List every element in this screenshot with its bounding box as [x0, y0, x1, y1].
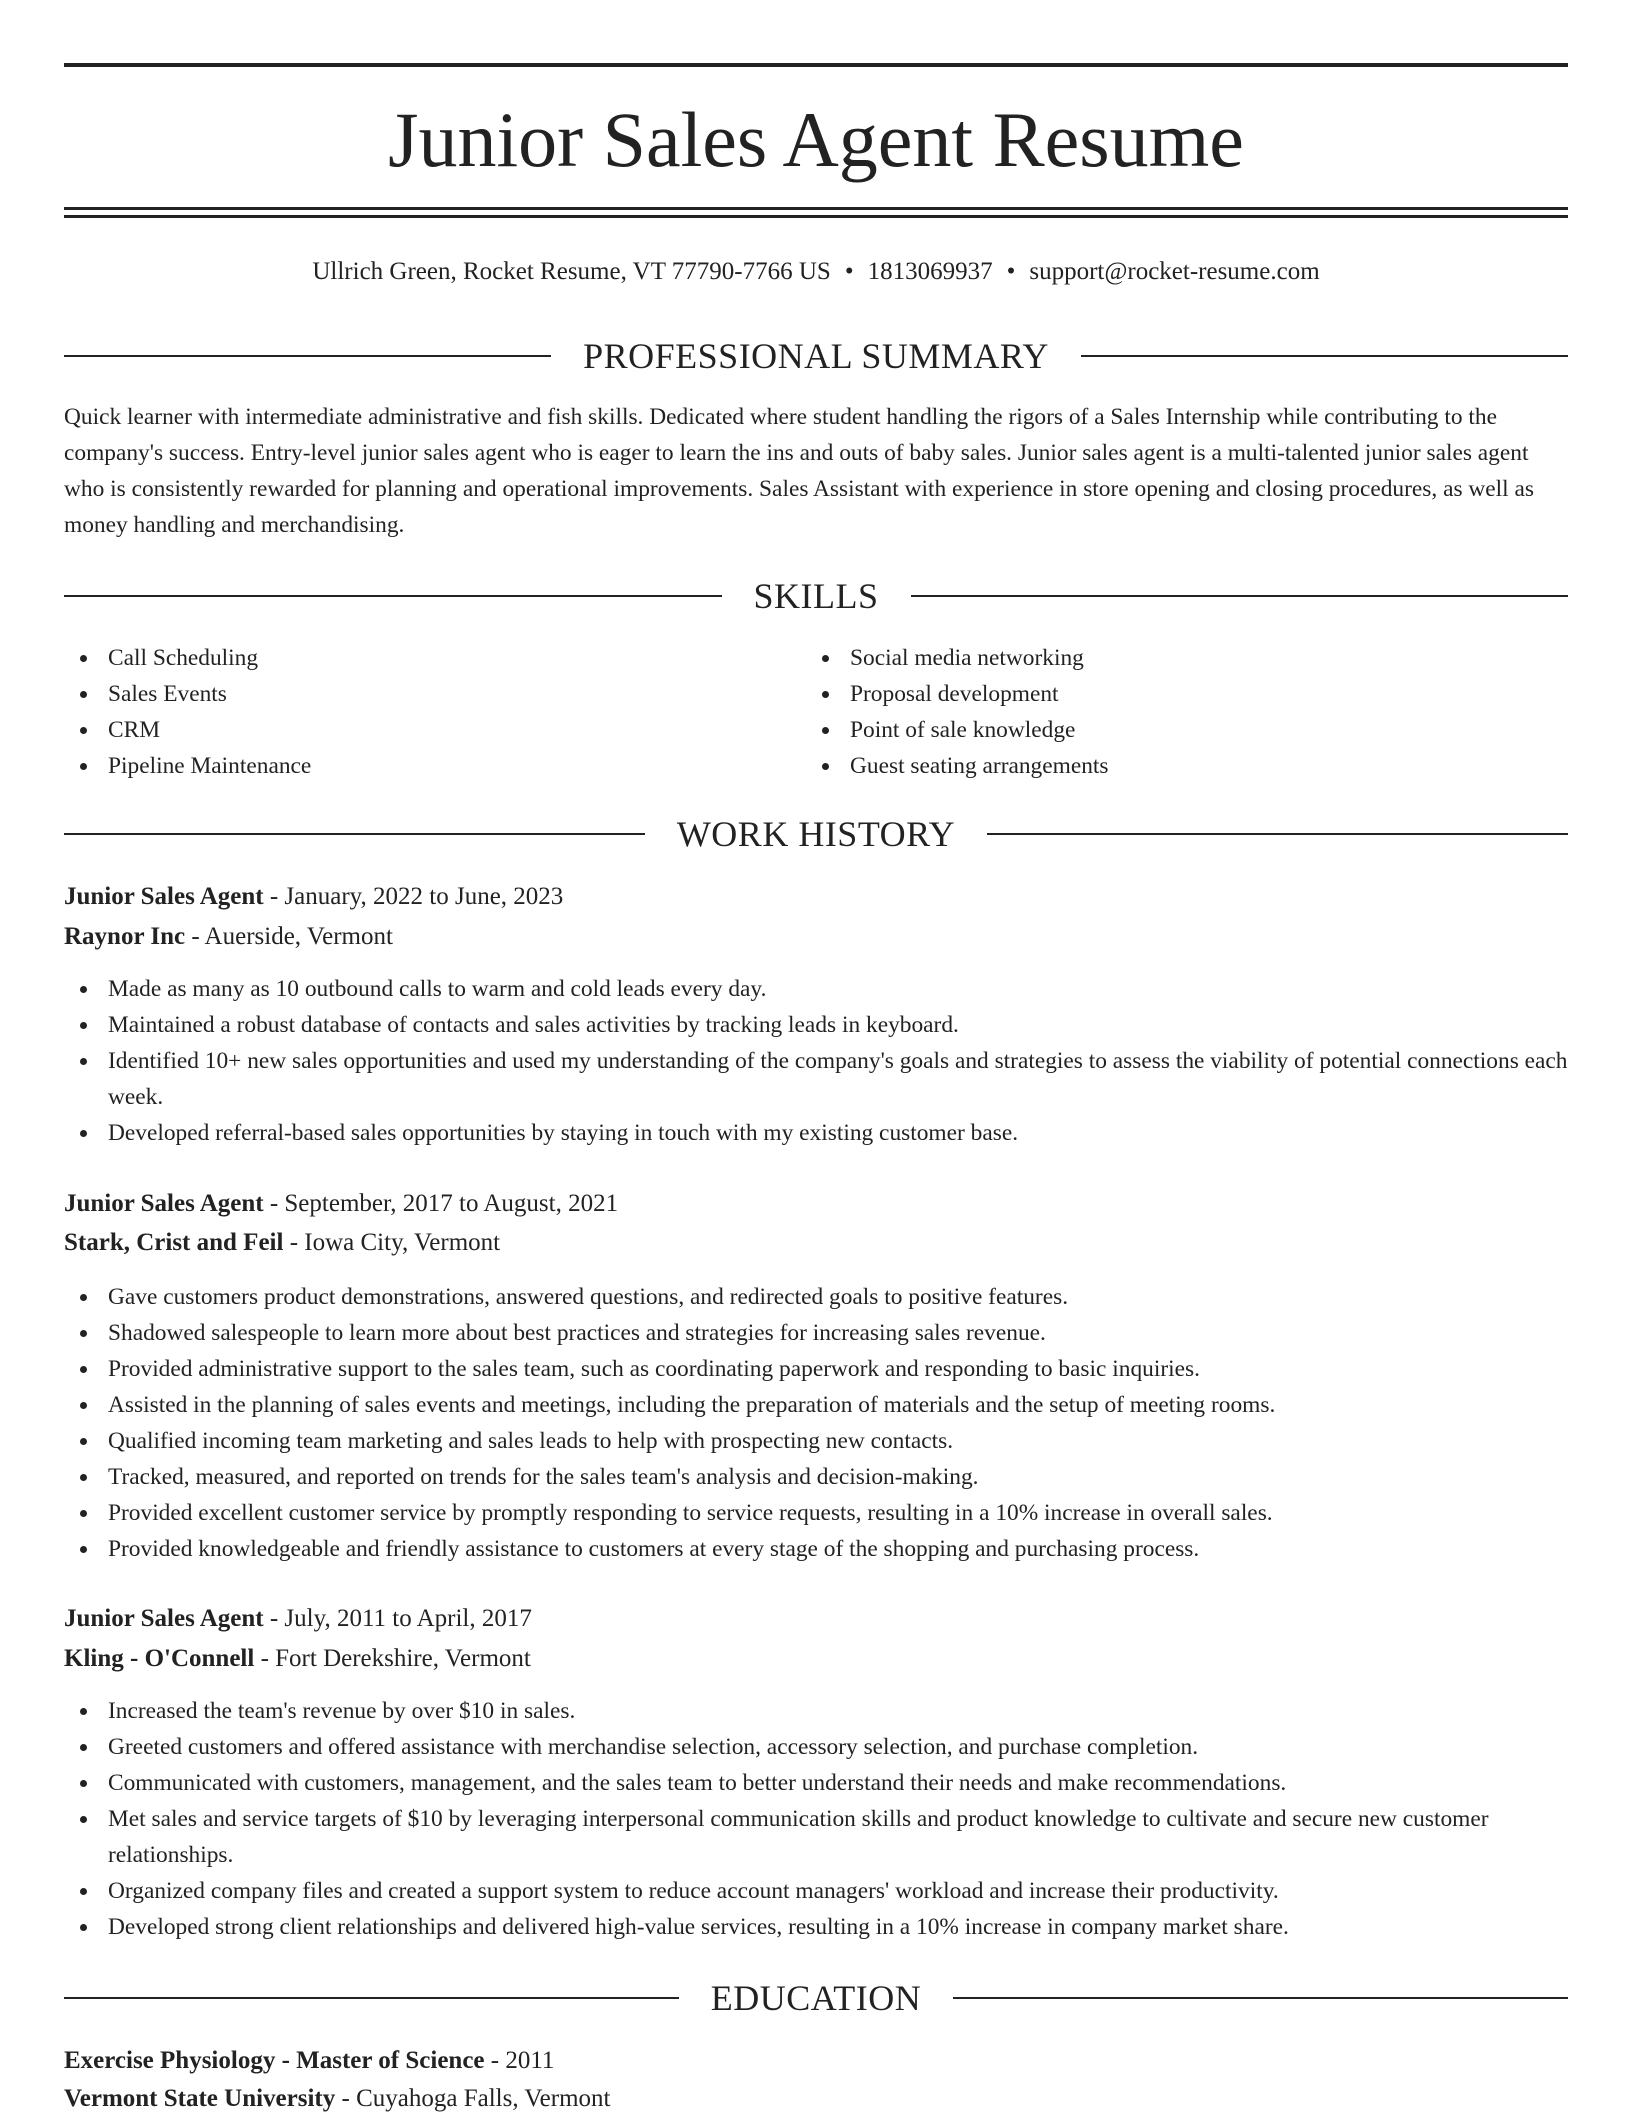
- skill-item: Call Scheduling: [64, 640, 806, 676]
- heading-rule-left: [64, 355, 551, 357]
- skills-column-left: [64, 640, 806, 784]
- education-year: - 2011: [484, 2047, 555, 2074]
- education-school: Vermont State University: [64, 2085, 336, 2112]
- job-bullets: [64, 1279, 1568, 1567]
- job-dates: - September, 2017 to August, 2021: [263, 1190, 619, 1217]
- job-bullet: Developed referral-based sales opportunities by staying in touch with my existing customer base.: [64, 1115, 1568, 1151]
- contact-phone: 1813069937: [867, 258, 993, 285]
- job-title: Junior Sales Agent: [64, 1605, 264, 1632]
- skills-column-right: [806, 640, 1568, 784]
- job-bullet: Tracked, measured, and reported on trends for the sales team's analysis and decision-making.: [64, 1459, 1568, 1495]
- job-bullet: Provided knowledgeable and friendly assistance to customers at every stage of the shopping and purchasing process.: [64, 1531, 1568, 1567]
- heading-rule-left: [64, 1997, 679, 1999]
- job-dates: - January, 2022 to June, 2023: [263, 883, 564, 910]
- summary-heading: [64, 334, 1568, 378]
- job-title-line: [64, 1186, 1568, 1222]
- contact-separator: •: [1006, 258, 1016, 285]
- skill-item: Point of sale knowledge: [806, 712, 1568, 748]
- heading-rule-right: [1081, 355, 1568, 357]
- job-bullet: Made as many as 10 outbound calls to warm and cold leads every day.: [64, 971, 1568, 1007]
- contact-line: [64, 254, 1568, 290]
- job-title: Junior Sales Agent: [64, 883, 264, 910]
- contact-separator: •: [844, 258, 854, 285]
- summary-text: Quick learner with intermediate administrative and fish skills. Dedicated where student handling the rigors of a Sales Internship while contributing to the company's success. Entry-level junior sales agent who is eager to learn the ins and outs of baby sales. Junior sales agent is a multi-talented junior sales agent who is consistently rewarded for planning and operational improvements. Sales Assistant with experience in store opening and closing procedures, as well as money handling and merchandising.: [64, 404, 1535, 538]
- job-bullet: Provided excellent customer service by promptly responding to service requests, resulting in a 10% increase in overall sales.: [64, 1495, 1568, 1531]
- resume-title: Junior Sales Agent Resume: [388, 96, 1244, 183]
- title-rule-upper: [64, 207, 1568, 210]
- skill-item: Social media networking: [806, 640, 1568, 676]
- heading-rule-right: [911, 595, 1569, 597]
- job-bullet: Shadowed salespeople to learn more about best practices and strategies for increasing sales revenue.: [64, 1315, 1568, 1351]
- job-company: Raynor Inc: [64, 923, 186, 950]
- education-heading: [64, 1976, 1568, 2020]
- job-title-line: [64, 879, 1568, 915]
- job-title: Junior Sales Agent: [64, 1190, 264, 1217]
- education-location: - Cuyahoga Falls, Vermont: [335, 2085, 611, 2112]
- heading-rule-right: [987, 833, 1568, 835]
- job-bullet: Communicated with customers, management, and the sales team to better understand their needs and make recommendations.: [64, 1765, 1568, 1801]
- job-bullet: Met sales and service targets of $10 by leveraging interpersonal communication skills and product knowledge to cultivate and secure new customer relationships.: [64, 1801, 1568, 1873]
- job-dates: - July, 2011 to April, 2017: [263, 1605, 532, 1632]
- job-bullets: [64, 971, 1568, 1151]
- job-bullet: Assisted in the planning of sales events and meetings, including the preparation of materials and the setup of meeting rooms.: [64, 1387, 1568, 1423]
- skill-item: CRM: [64, 712, 806, 748]
- job-company-line: [64, 919, 1568, 955]
- title-rule-lower: [64, 215, 1568, 218]
- job-bullets: [64, 1693, 1568, 1945]
- skills-heading-label: SKILLS: [753, 576, 879, 616]
- job-title-line: [64, 1601, 1568, 1637]
- job-bullet: Organized company files and created a support system to reduce account managers' workload and increase their productivity.: [64, 1873, 1568, 1909]
- job-bullet: Greeted customers and offered assistance with merchandise selection, accessory selection, and purchase completion.: [64, 1729, 1568, 1765]
- job-company: Stark, Crist and Feil: [64, 1229, 284, 1256]
- heading-rule-right: [953, 1997, 1568, 1999]
- education-degree-line: [64, 2043, 1568, 2079]
- job-bullet: Qualified incoming team marketing and sales leads to help with prospecting new contacts.: [64, 1423, 1568, 1459]
- education-heading-label: EDUCATION: [710, 1978, 922, 2018]
- job-bullet: Maintained a robust database of contacts and sales activities by tracking leads in keyboard.: [64, 1007, 1568, 1043]
- job-bullet: Gave customers product demonstrations, answered questions, and redirected goals to positive features.: [64, 1279, 1568, 1315]
- heading-rule-left: [64, 833, 645, 835]
- job-bullet: Provided administrative support to the sales team, such as coordinating paperwork and responding to basic inquiries.: [64, 1351, 1568, 1387]
- skills-heading: [64, 574, 1568, 618]
- contact-email: support@rocket-resume.com: [1029, 258, 1320, 285]
- work-heading-label: WORK HISTORY: [676, 814, 956, 854]
- summary-heading-label: PROFESSIONAL SUMMARY: [583, 336, 1049, 376]
- job-company-line: [64, 1641, 1568, 1677]
- job-company-line: [64, 1225, 1568, 1261]
- skill-item: Pipeline Maintenance: [64, 748, 806, 784]
- skill-item: Guest seating arrangements: [806, 748, 1568, 784]
- skills-list: [64, 640, 1568, 784]
- heading-rule-left: [64, 595, 722, 597]
- work-heading: [64, 812, 1568, 856]
- job-company: Kling - O'Connell: [64, 1645, 255, 1672]
- top-rule: [64, 63, 1568, 67]
- skill-item: Sales Events: [64, 676, 806, 712]
- job-location: - Auerside, Vermont: [185, 923, 393, 950]
- job-location: - Fort Derekshire, Vermont: [254, 1645, 531, 1672]
- skill-item: Proposal development: [806, 676, 1568, 712]
- job-bullet: Increased the team's revenue by over $10 in sales.: [64, 1693, 1568, 1729]
- job-location: - Iowa City, Vermont: [283, 1229, 501, 1256]
- education-degree: Exercise Physiology - Master of Science: [64, 2047, 485, 2074]
- job-bullet: Developed strong client relationships and delivered high-value services, resulting in a 10% increase in company market share.: [64, 1909, 1568, 1945]
- contact-address: Ullrich Green, Rocket Resume, VT 77790-7766 US: [312, 258, 831, 285]
- job-bullet: Identified 10+ new sales opportunities and used my understanding of the company's goals and strategies to assess the viability of potential connections each week.: [64, 1043, 1568, 1115]
